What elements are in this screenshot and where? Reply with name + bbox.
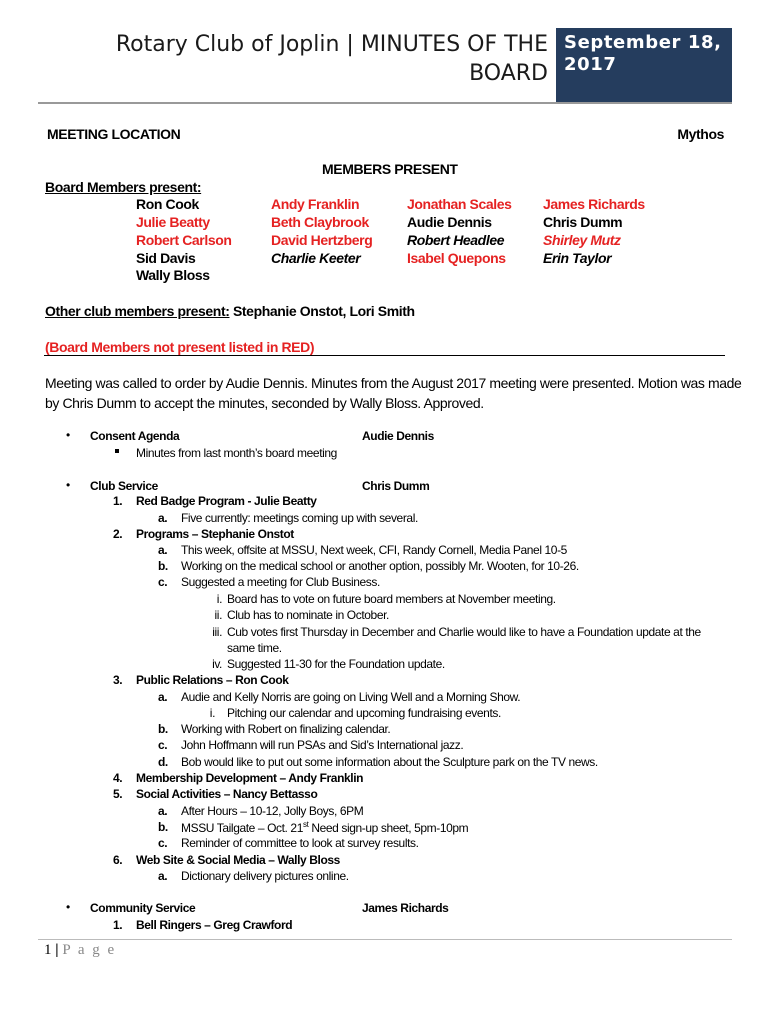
item-public-relations: Public Relations – Ron Cook [136, 673, 289, 687]
list-number: 6. [113, 853, 123, 867]
item-text: Board has to vote on future board members at November meeting. [227, 592, 556, 606]
member-wally-bloss: Wally Bloss [136, 267, 210, 283]
document-title-line1: Rotary Club of Joplin | MINUTES OF THE [115, 32, 548, 57]
list-roman: i. [216, 592, 222, 606]
item-text: Audie and Kelly Norris are going on Living Well and a Morning Show. [181, 690, 521, 704]
tailgate-text: MSSU Tailgate – Oct. 21 [181, 821, 303, 835]
page-word: P a g e [62, 942, 117, 958]
list-number: 2. [113, 527, 123, 541]
item-text: Suggested a meeting for Club Business. [181, 575, 380, 589]
item-text: Working with Robert on finalizing calendar. [181, 722, 391, 736]
member-isabel-quepons: Isabel Quepons [407, 250, 506, 266]
item-text: Pitching our calendar and upcoming fundraising events. [227, 706, 501, 720]
list-letter: d. [158, 755, 168, 769]
member-david-hertzberg: David Hertzberg [271, 232, 373, 248]
member-beth-claybrook: Beth Claybrook [271, 214, 369, 230]
item-membership: Membership Development – Andy Franklin [136, 771, 364, 785]
consent-agenda-owner: Audie Dennis [362, 429, 434, 443]
member-ron-cook: Ron Cook [136, 196, 199, 212]
item-bell-ringers: Bell Ringers – Greg Crawford [136, 918, 293, 932]
item-text [181, 820, 468, 835]
bullet-icon: • [66, 428, 71, 442]
list-number: 1. [113, 918, 123, 932]
club-service-owner: Chris Dumm [362, 479, 430, 493]
member-chris-dumm: Chris Dumm [543, 214, 623, 230]
member-julie-beatty: Julie Beatty [136, 214, 210, 230]
item-text: John Hoffmann will run PSAs and Sid’s International jazz. [181, 738, 464, 752]
community-service-owner: James Richards [362, 901, 449, 915]
ordinal-suffix: st [302, 820, 309, 829]
section-divider [44, 355, 725, 356]
footer-separator: | [55, 942, 59, 958]
item-social-activities: Social Activities – Nancy Bettasso [136, 787, 318, 801]
member-james-richards: James Richards [543, 196, 645, 212]
list-roman: i. [209, 706, 215, 720]
header-rule [38, 102, 732, 104]
member-sid-davis: Sid Davis [136, 250, 196, 266]
list-number: 4. [113, 771, 123, 785]
item-text-continued: same time. [227, 641, 282, 655]
list-number: 3. [113, 673, 123, 687]
bullet-icon: • [66, 478, 71, 492]
item-text: Suggested 11-30 for the Foundation update. [227, 657, 445, 671]
meeting-location-label: MEETING LOCATION [47, 126, 181, 142]
page-number: 1 [44, 942, 52, 958]
list-letter: a. [158, 543, 168, 557]
item-text: This week, offsite at MSSU, Next week, CFI, Randy Cornell, Media Panel 10-5 [181, 543, 567, 557]
list-letter: c. [158, 738, 168, 752]
square-bullet-icon [115, 449, 119, 453]
list-number: 1. [113, 494, 123, 508]
intro-line-2: by Chris Dumm to accept the minutes, seconded by Wally Bloss. Approved. [45, 395, 484, 411]
list-letter: a. [158, 869, 168, 883]
member-robert-headlee: Robert Headlee [407, 232, 505, 248]
other-members-label: Other club members present: [45, 303, 230, 319]
bullet-icon: • [66, 900, 71, 914]
list-letter: a. [158, 690, 168, 704]
item-text: Five currently: meetings coming up with several. [181, 511, 418, 525]
item-text: Reminder of committee to look at survey results. [181, 836, 419, 850]
item-text: Dictionary delivery pictures online. [181, 869, 349, 883]
member-andy-franklin: Andy Franklin [271, 196, 360, 212]
list-number: 5. [113, 787, 123, 801]
list-letter: c. [158, 836, 168, 850]
list-roman: ii. [214, 608, 222, 622]
member-robert-carlson: Robert Carlson [136, 232, 232, 248]
other-members-value: Stephanie Onstot, Lori Smith [232, 303, 415, 319]
member-erin-taylor: Erin Taylor [543, 250, 612, 266]
consent-agenda-item: Minutes from last month’s board meeting [136, 446, 337, 460]
list-letter: b. [158, 559, 168, 573]
item-red-badge: Red Badge Program - Julie Beatty [136, 494, 317, 508]
date-box [556, 28, 732, 103]
members-present-heading: MEMBERS PRESENT [322, 161, 458, 177]
item-programs: Programs – Stephanie Onstot [136, 527, 294, 541]
member-charlie-keeter: Charlie Keeter [271, 250, 361, 266]
footer-rule [38, 939, 732, 940]
page-footer [44, 942, 116, 959]
item-text: Cub votes first Thursday in December and Charlie would like to have a Foundation update at the [227, 625, 701, 639]
item-text: Bob would like to put out some information about the Sculpture park on the TV news. [181, 755, 598, 769]
list-letter: b. [158, 820, 168, 834]
item-web-site: Web Site & Social Media – Wally Bloss [136, 853, 340, 867]
consent-agenda-title: Consent Agenda [90, 429, 180, 443]
member-audie-dennis: Audie Dennis [407, 214, 492, 230]
list-roman: iv. [212, 657, 222, 671]
tailgate-text-rest: Need sign-up sheet, 5pm-10pm [308, 821, 469, 835]
list-letter: a. [158, 511, 168, 525]
list-letter: c. [158, 575, 168, 589]
board-members-label: Board Members present: [45, 179, 202, 195]
community-service-title: Community Service [90, 901, 196, 915]
intro-line-1: Meeting was called to order by Audie Dennis. Minutes from the August 2017 meeting were presented. Motion was made [45, 375, 742, 391]
member-jonathan-scales: Jonathan Scales [407, 196, 512, 212]
list-roman: iii. [212, 625, 222, 639]
item-text: Working on the medical school or another option, possibly Mr. Wooten, for 10-26. [181, 559, 579, 573]
meeting-location-value: Mythos [677, 126, 724, 142]
list-letter: b. [158, 722, 168, 736]
member-shirley-mutz: Shirley Mutz [543, 232, 621, 248]
item-text: Club has to nominate in October. [227, 608, 389, 622]
list-letter: a. [158, 804, 168, 818]
item-text: After Hours – 10-12, Jolly Boys, 6PM [181, 804, 364, 818]
meeting-date: September 18, 2017 [564, 32, 722, 75]
club-service-title: Club Service [90, 479, 158, 493]
other-members-line [45, 303, 415, 319]
document-title-line2: BOARD [469, 61, 548, 86]
not-present-note: (Board Members not present listed in RED) [45, 339, 315, 355]
